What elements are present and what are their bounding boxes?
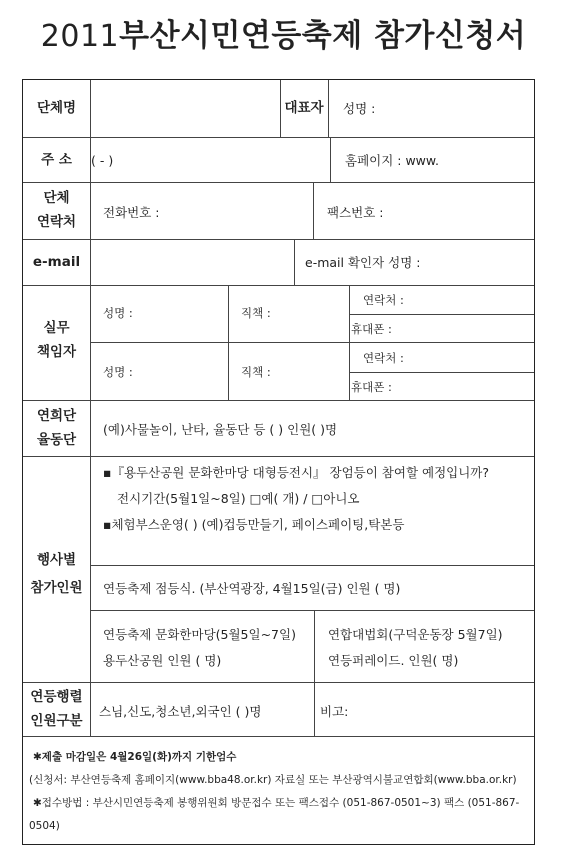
column-divider xyxy=(328,80,329,137)
booth-field[interactable]: ▪체험부스운영( ) (예)컵등만들기, 페이스페이팅,탁본등 xyxy=(103,517,405,532)
application-form xyxy=(22,79,535,845)
contact-label-line1: 단체 xyxy=(43,190,70,206)
staff2-mobile-field[interactable]: 휴대폰 : xyxy=(351,380,392,394)
staff2-name-field[interactable]: 성명 : xyxy=(103,365,133,379)
row-divider xyxy=(349,314,534,315)
staff-label-line1: 실무 xyxy=(43,320,70,336)
row-divider xyxy=(90,565,534,566)
title-year: 2011 xyxy=(40,19,120,54)
representative-name-field[interactable]: 성명 : xyxy=(343,101,376,116)
column-divider xyxy=(313,182,314,239)
download-note: (신청서: 부산연등축제 홈페이지(www.bba48.or.kr) 자료실 또는 부산광역시불교연합회(www.bba.or.kr) xyxy=(29,774,517,786)
row-divider xyxy=(23,456,534,457)
row-divider xyxy=(90,342,534,343)
lantern-exhibit-question: ▪『용두산공원 문화한마당 대형등전시』 장엄등이 참여할 예정입니까? xyxy=(103,465,489,480)
contact-label-line2: 연락처 xyxy=(36,214,77,230)
events-label-line1: 행사별 xyxy=(36,552,77,568)
band-label-line2: 율동단 xyxy=(36,432,77,448)
staff1-contact-field[interactable]: 연락처 : xyxy=(363,293,404,307)
parade-label-line2: 인원구분 xyxy=(30,713,83,729)
lantern-exhibit-answer[interactable]: 전시기간(5월1일~8일) □예( 개) / □아니오 xyxy=(117,491,360,506)
group-name-label: 단체명 xyxy=(36,100,77,116)
staff1-position-field[interactable]: 직책 : xyxy=(241,306,271,320)
column-divider xyxy=(228,285,229,400)
column-divider xyxy=(314,682,315,736)
row-divider xyxy=(23,285,534,286)
submission-note: ✱접수방법 : 부산시민연등축제 봉행위원회 방문접수 또는 팩스접수 (051-867-0501~3) 팩스 (051-867- xyxy=(33,797,520,809)
row-divider xyxy=(23,400,534,401)
email-confirm-field[interactable]: e-mail 확인자 성명 : xyxy=(305,255,421,270)
title-main: 부산시민연등축제 참가신청서 xyxy=(119,18,527,54)
representative-label: 대표자 xyxy=(284,100,324,116)
deadline-note: ✱제출 마감일은 4월26일(화)까지 기한엄수 xyxy=(33,751,237,763)
row-divider xyxy=(23,736,534,737)
row-divider xyxy=(23,239,534,240)
remark-field[interactable]: 비고: xyxy=(320,704,349,719)
row-divider xyxy=(23,682,534,683)
column-divider xyxy=(314,610,315,682)
parade-label-line1: 연등행렬 xyxy=(30,689,83,705)
submission-note-cont: 0504) xyxy=(29,820,60,832)
lantern-parade-line2[interactable]: 연등퍼레이드. 인원( 명) xyxy=(328,653,459,668)
phone-field[interactable]: 전화번호 : xyxy=(103,205,160,220)
row-divider xyxy=(90,610,534,611)
staff2-contact-field[interactable]: 연락처 : xyxy=(363,351,404,365)
fax-field[interactable]: 팩스번호 : xyxy=(327,205,384,220)
staff1-name-field[interactable]: 성명 : xyxy=(103,306,133,320)
address-label: 주 소 xyxy=(41,152,72,168)
staff1-mobile-field[interactable]: 휴대폰 : xyxy=(351,322,392,336)
label-column-divider xyxy=(90,80,91,736)
column-divider xyxy=(330,137,331,182)
email-label: e-mail xyxy=(32,254,81,270)
band-field[interactable]: (예)사물놀이, 난타, 율동단 등 ( ) 인원( )명 xyxy=(103,422,338,437)
address-field[interactable]: ( - ) xyxy=(91,153,114,168)
culture-festival-line2[interactable]: 용두산공원 인원 ( 명) xyxy=(103,653,222,668)
culture-festival-line1: 연등축제 문화한마당(5월5일~7일) xyxy=(103,627,296,642)
lighting-ceremony-field[interactable]: 연등축제 점등식. (부산역광장, 4월15일(금) 인원 ( 명) xyxy=(103,581,401,596)
band-label-line1: 연희단 xyxy=(36,408,77,424)
column-divider xyxy=(294,239,295,285)
homepage-field[interactable]: 홈페이지 : www. xyxy=(345,153,439,168)
row-divider xyxy=(349,372,534,373)
row-divider xyxy=(23,182,534,183)
row-divider xyxy=(23,137,534,138)
form-title xyxy=(0,10,567,55)
staff2-position-field[interactable]: 직책 : xyxy=(241,365,271,379)
column-divider xyxy=(349,285,350,400)
parade-participants-field[interactable]: 스님,신도,청소년,외국인 ( )명 xyxy=(99,704,262,719)
joint-dharma-line1: 연합대법회(구덕운동장 5월7일) xyxy=(328,627,503,642)
events-label-line2: 참가인원 xyxy=(30,580,83,596)
staff-label-line2: 책임자 xyxy=(36,344,77,360)
